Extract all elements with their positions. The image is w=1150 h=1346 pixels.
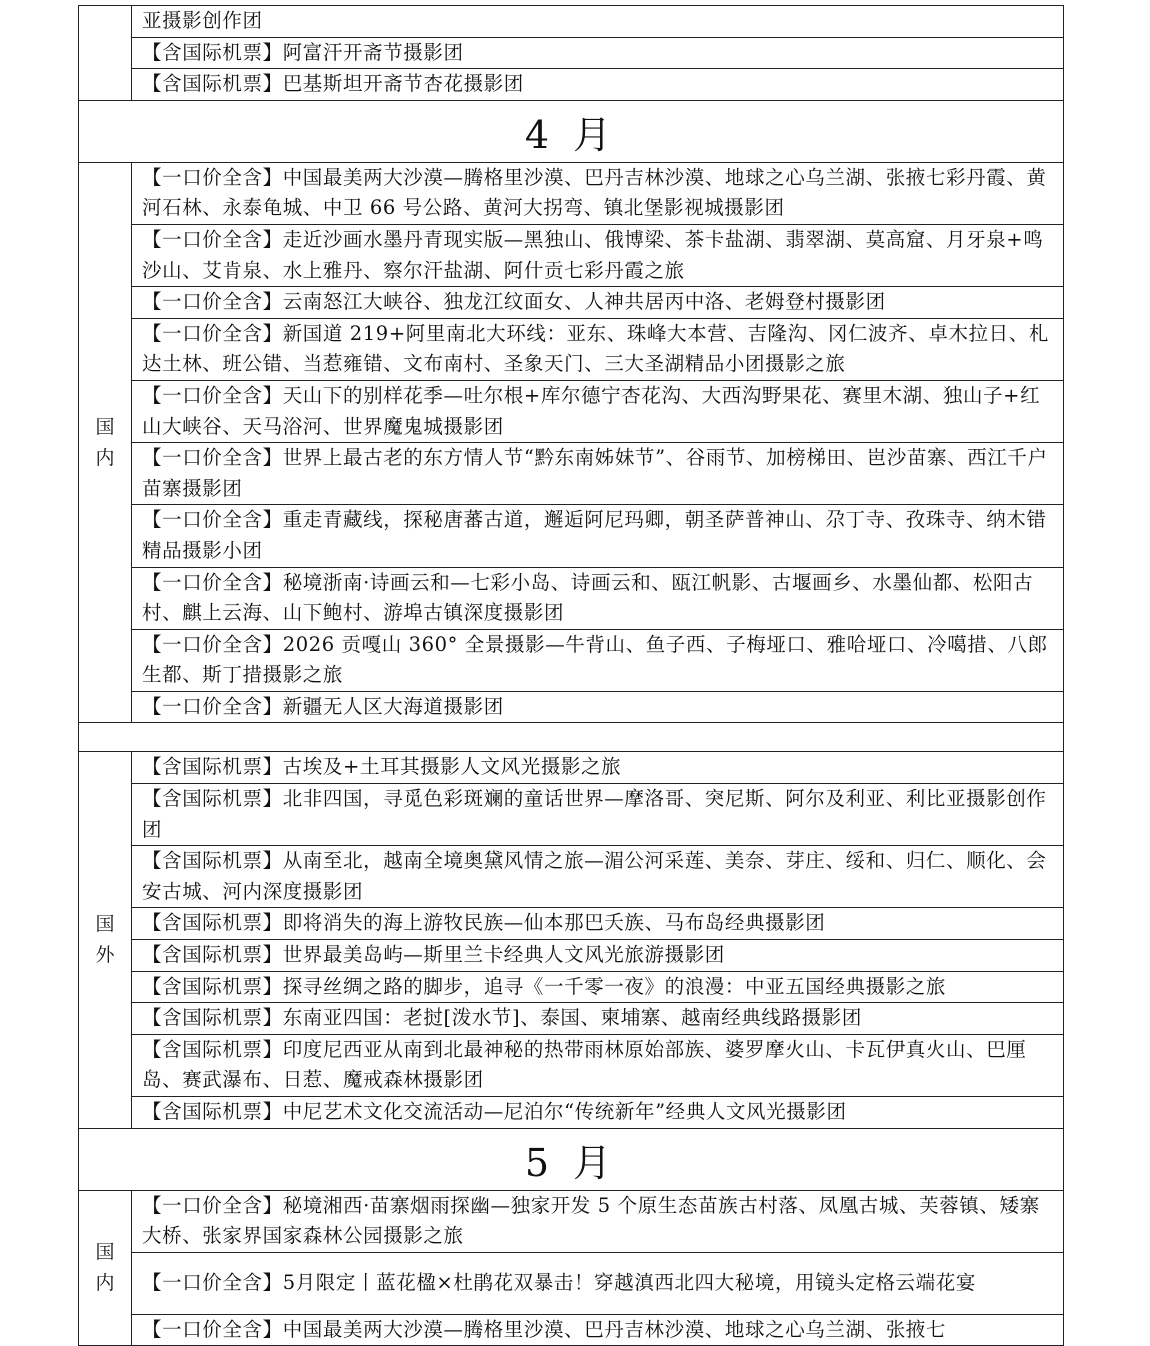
table-row <box>79 908 1064 940</box>
table-row <box>79 940 1064 972</box>
table-row <box>79 287 1064 319</box>
category-label-domestic <box>79 162 132 723</box>
itinerary-item: 【含国际机票】探寻丝绸之路的脚步，追寻《一千零一夜》的浪漫：中亚五国经典摄影之旅 <box>132 971 1064 1003</box>
separator-row <box>79 723 1064 752</box>
itinerary-item: 【一口价全含】秘境湘西·苗寨烟雨探幽—独家开发 5 个原生态苗族古村落、凤凰古城、芙蓉镇、矮寨大桥、张家界国家森林公园摄影之旅 <box>132 1190 1064 1252</box>
table-row <box>79 6 1064 38</box>
table-row <box>79 971 1064 1003</box>
itinerary-item: 【一口价全含】中国最美两大沙漠—腾格里沙漠、巴丹吉林沙漠、地球之心乌兰湖、张掖七彩丹霞、黄河石林、永泰龟城、中卫 66 号公路、黄河大拐弯、镇北堡影视城摄影团 <box>132 162 1064 224</box>
itinerary-item: 【含国际机票】巴基斯坦开斋节杏花摄影团 <box>132 69 1064 101</box>
itinerary-item: 【含国际机票】北非四国，寻觅色彩斑斓的童话世界—摩洛哥、突尼斯、阿尔及利亚、利比亚摄影创作团 <box>132 784 1064 846</box>
table-row <box>79 846 1064 908</box>
itinerary-item: 【含国际机票】印度尼西亚从南到北最神秘的热带雨林原始部族、婆罗摩火山、卡瓦伊真火山、巴厘岛、赛武瀑布、日惹、魔戒森林摄影团 <box>132 1034 1064 1096</box>
table-row <box>79 1190 1064 1252</box>
table-row <box>79 37 1064 69</box>
itinerary-item: 亚摄影创作团 <box>132 6 1064 38</box>
month-row <box>79 100 1064 162</box>
table-row <box>79 1003 1064 1035</box>
itinerary-item: 【一口价全含】走近沙画水墨丹青现实版—黑独山、俄博梁、茶卡盐湖、翡翠湖、莫高窟、月牙泉+鸣沙山、艾肯泉、水上雅丹、察尔汗盐湖、阿什贡七彩丹霞之旅 <box>132 224 1064 286</box>
itinerary-item: 【一口价全含】中国最美两大沙漠—腾格里沙漠、巴丹吉林沙漠、地球之心乌兰湖、张掖七 <box>132 1314 1064 1346</box>
table-row <box>79 567 1064 629</box>
table-row <box>79 505 1064 567</box>
itinerary-item: 【一口价全含】5月限定丨蓝花楹×杜鹃花双暴击！穿越滇西北四大秘境，用镜头定格云端花宴 <box>132 1252 1064 1314</box>
itinerary-item: 【一口价全含】新疆无人区大海道摄影团 <box>132 691 1064 723</box>
table-row <box>79 1034 1064 1096</box>
itinerary-item: 【含国际机票】世界最美岛屿—斯里兰卡经典人文风光旅游摄影团 <box>132 940 1064 972</box>
itinerary-item: 【含国际机票】即将消失的海上游牧民族—仙本那巴夭族、马布岛经典摄影团 <box>132 908 1064 940</box>
table-row <box>79 318 1064 380</box>
table-row <box>79 1252 1064 1314</box>
itinerary-item: 【一口价全含】新国道 219+阿里南北大环线：亚东、珠峰大本营、吉隆沟、冈仁波齐、卓木拉日、札达土林、班公错、当惹雍错、文布南村、圣象天门、三大圣湖精品小团摄影之旅 <box>132 318 1064 380</box>
itinerary-item: 【一口价全含】秘境浙南·诗画云和—七彩小岛、诗画云和、瓯江帆影、古堰画乡、水墨仙都、松阳古村、麒上云海、山下鲍村、游埠古镇深度摄影团 <box>132 567 1064 629</box>
table-row <box>79 162 1064 224</box>
schedule-table <box>78 5 1064 1346</box>
itinerary-item: 【一口价全含】重走青藏线，探秘唐蕃古道，邂逅阿尼玛卿，朝圣萨普神山、尕丁寺、孜珠寺、纳木错精品摄影小团 <box>132 505 1064 567</box>
table-row <box>79 443 1064 505</box>
month-heading-may: 5 月 <box>79 1128 1064 1190</box>
itinerary-item: 【一口价全含】世界上最古老的东方情人节“黔东南姊妹节”、谷雨节、加榜梯田、岜沙苗寨、西江千户苗寨摄影团 <box>132 443 1064 505</box>
category-cell-empty <box>79 6 132 101</box>
itinerary-item: 【含国际机票】东南亚四国：老挝[泼水节]、泰国、柬埔寨、越南经典线路摄影团 <box>132 1003 1064 1035</box>
table-row <box>79 1314 1064 1346</box>
table-row <box>79 380 1064 442</box>
table-row <box>79 1097 1064 1129</box>
itinerary-item: 【一口价全含】天山下的别样花季—吐尔根+库尔德宁杏花沟、大西沟野果花、赛里木湖、独山子+红山大峡谷、天马浴河、世界魔鬼城摄影团 <box>132 380 1064 442</box>
table-row <box>79 784 1064 846</box>
month-heading-april: 4 月 <box>79 100 1064 162</box>
category-text: 国内 <box>95 1240 115 1294</box>
table-row <box>79 629 1064 691</box>
month-row <box>79 1128 1064 1190</box>
itinerary-item: 【含国际机票】从南至北，越南全境奥黛风情之旅—湄公河采莲、美奈、芽庄、绥和、归仁、顺化、会安古城、河内深度摄影团 <box>132 846 1064 908</box>
itinerary-item: 【一口价全含】云南怒江大峡谷、独龙江纹面女、人神共居丙中洛、老姆登村摄影团 <box>132 287 1064 319</box>
table-row <box>79 224 1064 286</box>
itinerary-item: 【含国际机票】阿富汗开斋节摄影团 <box>132 37 1064 69</box>
table-row <box>79 691 1064 723</box>
category-label-international <box>79 752 132 1128</box>
itinerary-item: 【含国际机票】中尼艺术文化交流活动—尼泊尔“传统新年”经典人文风光摄影团 <box>132 1097 1064 1129</box>
category-label-domestic <box>79 1190 132 1346</box>
blank-cell <box>79 723 1064 752</box>
category-text: 国外 <box>95 913 115 967</box>
table-row <box>79 752 1064 784</box>
table-row <box>79 69 1064 101</box>
itinerary-item: 【含国际机票】古埃及+土耳其摄影人文风光摄影之旅 <box>132 752 1064 784</box>
itinerary-item: 【一口价全含】2026 贡嘎山 360° 全景摄影—牛背山、鱼子西、子梅垭口、雅哈垭口、冷噶措、八郎生都、斯丁措摄影之旅 <box>132 629 1064 691</box>
category-text: 国内 <box>95 415 115 469</box>
